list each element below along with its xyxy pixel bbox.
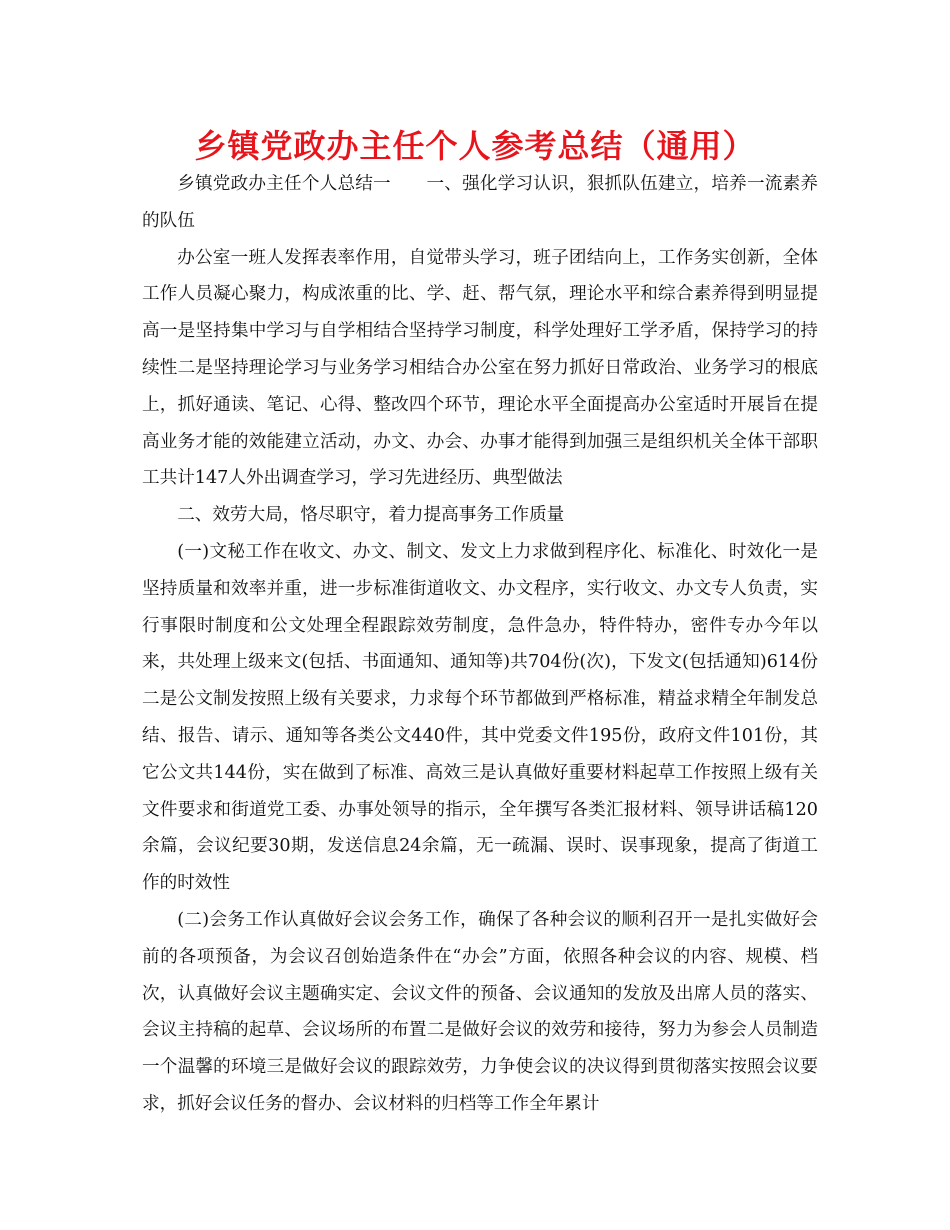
document-title: 乡镇党政办主任个人参考总结（通用） bbox=[194, 127, 756, 165]
paragraph: 办公室一班人发挥表率作用，自觉带头学习，班子团结向上，工作务实创新，全体工作人员凝心聚力，构成浓重的比、学、赶、帮气氛，理论水平和综合素养得到明显提高一是坚持集中学习与自学相结合坚持学习制度，科学处理好工学矛盾，保持学习的持续性二是坚持理论学习与业务学习相结合办公室在努力抓好日常政治、业务学习的根底上，抓好通读、笔记、心得、整改四个环节，理论水平全面提高办公室适时开展旨在提高业务才能的效能建立活动，办文、办会、办事才能得到加强三是组织机关全体干部职工共计147人外出调查学习，学习先进经历、典型做法 bbox=[142, 247, 818, 489]
paragraph: (二)会务工作认真做好会议会务工作，确保了各种会议的顺利召开一是扎实做好会前的各项预备，为会议召创始造条件在“办会”方面，依照各种会议的内容、规模、档次，认真做好会议主题确实定、会议文件的预备、会议通知的发放及出席人员的落实、会议主持稿的起草、会议场所的布置二是做好会议的效劳和接待，努力为参会人员制造一个温馨的环境三是做好会议的跟踪效劳，力争使会议的决议得到贯彻落实按照会议要求，抓好会议任务的督办、会议材料的归档等工作全年累计 bbox=[142, 909, 818, 1114]
paragraph: (一)文秘工作在收文、办文、制文、发文上力求做到程序化、标准化、时效化一是坚持质量和效率并重，进一步标准街道收文、办文程序，实行收文、办文专人负责，实行事限时制度和公文处理全程跟踪效劳制度，急件急办，特件特办，密件专办今年以来，共处理上级来文(包括、书面通知、通知等)共704份(次)，下发文(包括通知)614份二是公文制发按照上级有关要求，力求每个环节都做到严格标准，精益求精全年制发总结、报告、请示、通知等各类公文440件，其中党委文件195份，政府文件101份，其它公文共144份，实在做到了标准、高效三是认真做好重要材料起草工作按照上级有关文件要求和街道党工委、办事处领导的指示，全年撰写各类汇报材料、领导讲话稿120余篇，会议纪要30期，发送信息24余篇，无一疏漏、误时、误事现象，提高了街道工作的时效性 bbox=[142, 541, 818, 894]
paragraph: 二、效劳大局，恪尽职守，着力提高事务工作质量 bbox=[177, 505, 565, 526]
paragraph: 乡镇党政办主任个人总结一 一、强化学习认识，狠抓队伍建立，培养一流素养的队伍 bbox=[142, 174, 818, 231]
document-body bbox=[142, 166, 818, 1123]
